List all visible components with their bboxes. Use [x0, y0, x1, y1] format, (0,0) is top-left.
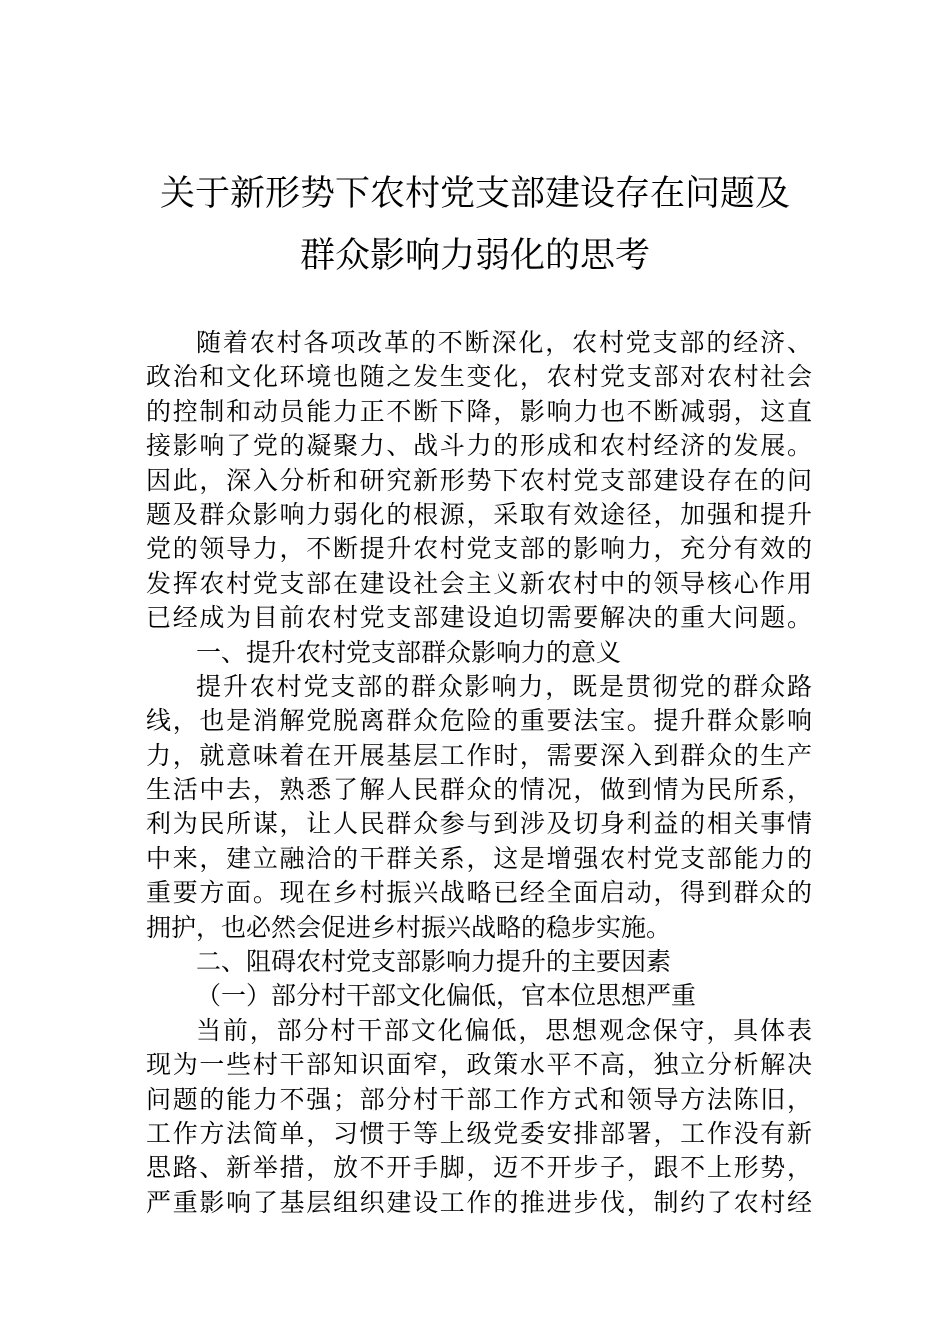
body-text-line: 题及群众影响力弱化的根源，采取有效途径，加强和提升 [146, 499, 812, 529]
body-text-line: 利为民所谋，让人民群众参与到涉及切身利益的相关事情 [146, 809, 812, 839]
body-text-line: 拥护，也必然会促进乡村振兴战略的稳步实施。 [146, 912, 672, 942]
body-text-line: 线，也是消解党脱离群众危险的重要法宝。提升群众影响 [146, 706, 812, 736]
body-text-line: 党的领导力，不断提升农村党支部的影响力，充分有效的 [146, 534, 812, 564]
document-body [146, 326, 812, 1220]
body-text-line: 已经成为目前农村党支部建设迫切需要解决的重大问题。 [146, 603, 812, 633]
body-text-line: 工作方法简单，习惯于等上级党委安排部署，工作没有新 [146, 1118, 812, 1148]
body-text-line: 因此，深入分析和研究新形势下农村党支部建设存在的问 [146, 465, 812, 495]
title-line-1: 关于新形势下农村党支部建设存在问题及 [159, 174, 790, 214]
body-text-line: 提升农村党支部的群众影响力，既是贯彻党的群众路 [196, 671, 812, 701]
body-text-line: 的控制和动员能力正不断下降，影响力也不断减弱，这直 [146, 396, 812, 426]
body-text-line: 生活中去，熟悉了解人民群众的情况，做到情为民所系， [146, 775, 812, 805]
body-text-line: 现为一些村干部知识面窄，政策水平不高，独立分析解决 [146, 1050, 812, 1080]
body-text-line: 力，就意味着在开展基层工作时，需要深入到群众的生产 [146, 740, 812, 770]
body-text-line: 问题的能力不强；部分村干部工作方式和领导方法陈旧， [146, 1084, 812, 1114]
body-text-line: 中来，建立融洽的干群关系，这是增强农村党支部能力的 [146, 843, 812, 873]
title-line-2: 群众影响力弱化的思考 [299, 236, 650, 276]
body-text-line: 接影响了党的凝聚力、战斗力的形成和农村经济的发展。 [146, 431, 812, 461]
body-text-line: 一、提升农村党支部群众影响力的意义 [196, 637, 622, 667]
body-text-line: 随着农村各项改革的不断深化，农村党支部的经济、 [196, 328, 812, 357]
body-text-line: （一）部分村干部文化偏低，官本位思想严重 [196, 981, 697, 1011]
body-text-line: 思路、新举措，放不开手脚，迈不开步子，跟不上形势， [146, 1153, 812, 1183]
document-title [140, 163, 810, 287]
body-text-line: 严重影响了基层组织建设工作的推进步伐，制约了农村经 [146, 1187, 812, 1217]
body-text-line: 发挥农村党支部在建设社会主义新农村中的领导核心作用 [146, 568, 812, 598]
body-text-line: 二、阻碍农村党支部影响力提升的主要因素 [196, 947, 672, 977]
body-text-line: 政治和文化环境也随之发生变化，农村党支部对农村社会 [146, 362, 812, 392]
body-text-line: 重要方面。现在乡村振兴战略已经全面启动，得到群众的 [146, 878, 812, 908]
body-text-line: 当前，部分村干部文化偏低，思想观念保守，具体表 [196, 1015, 812, 1045]
